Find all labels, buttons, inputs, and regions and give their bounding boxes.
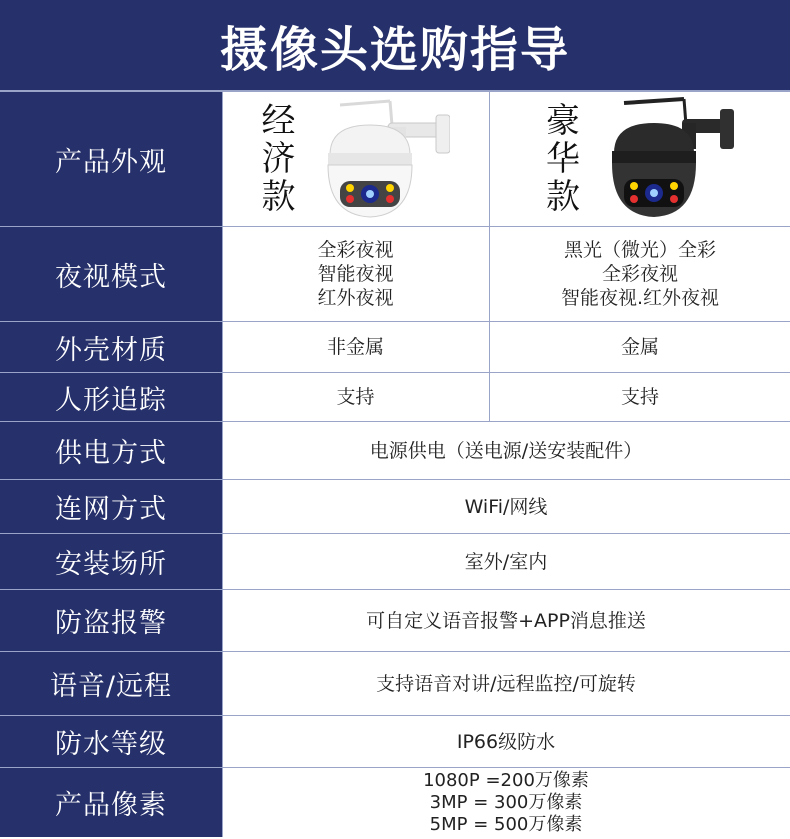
install-value: 室外/室内 xyxy=(464,550,548,573)
white-camera-icon xyxy=(300,95,450,223)
comparison-table xyxy=(0,90,790,839)
row-install-location xyxy=(0,534,790,590)
luxury-appearance xyxy=(490,92,790,226)
row-night-vision xyxy=(0,227,790,322)
row-label: 安装场所 xyxy=(0,534,223,589)
row-pixels xyxy=(0,768,790,837)
night-mode: 黑光（微光）全彩 xyxy=(563,239,716,261)
night-mode: 全彩夜视 xyxy=(601,263,678,285)
row-label: 防盗报警 xyxy=(0,590,223,651)
row-human-tracking xyxy=(0,373,790,422)
row-label: 防水等级 xyxy=(0,716,223,767)
economy-model-name xyxy=(262,102,296,216)
economy-name-char: 款 xyxy=(261,177,296,217)
row-alarm xyxy=(0,590,790,652)
luxury-night-vision xyxy=(490,227,790,321)
page-title: 摄像头选购指导 xyxy=(0,0,790,90)
row-label: 外壳材质 xyxy=(0,322,223,372)
power-value: 电源供电（送电源/送安装配件） xyxy=(369,439,643,462)
luxury-name-char: 款 xyxy=(546,177,580,217)
luxury-shell: 金属 xyxy=(620,336,659,358)
night-mode: 智能夜视.红外夜视 xyxy=(560,287,720,309)
luxury-tracking: 支持 xyxy=(620,386,659,408)
row-label: 人形追踪 xyxy=(0,373,223,421)
economy-shell: 非金属 xyxy=(222,322,490,372)
economy-tracking: 支持 xyxy=(222,373,490,421)
pixel-spec: 1080P =200万像素 xyxy=(423,769,589,791)
luxury-name-char: 华 xyxy=(546,139,580,179)
economy-night-vision xyxy=(222,227,490,321)
row-label: 供电方式 xyxy=(0,422,223,479)
row-network xyxy=(0,480,790,534)
economy-appearance xyxy=(222,92,490,226)
row-label: 产品外观 xyxy=(0,92,223,226)
row-label: 语音/远程 xyxy=(0,652,223,715)
row-label: 产品像素 xyxy=(0,768,223,837)
alarm-value: 可自定义语音报警+APP消息推送 xyxy=(366,609,646,632)
economy-name-char: 济 xyxy=(261,139,296,179)
night-mode: 红外夜视 xyxy=(317,287,394,309)
pixel-spec: 5MP = 500万像素 xyxy=(429,813,583,835)
voice-value: 支持语音对讲/远程监控/可旋转 xyxy=(376,672,636,695)
black-camera-icon xyxy=(584,95,734,223)
pixels-value xyxy=(222,768,790,837)
row-label: 连网方式 xyxy=(0,480,223,533)
row-power xyxy=(0,422,790,480)
economy-name-char: 经 xyxy=(261,101,296,141)
network-value: WiFi/网线 xyxy=(464,495,548,518)
row-shell-material xyxy=(0,322,790,373)
luxury-model-name xyxy=(546,102,580,216)
luxury-name-char: 豪 xyxy=(546,101,580,141)
row-appearance xyxy=(0,92,790,227)
row-voice-remote xyxy=(0,652,790,716)
row-waterproof xyxy=(0,716,790,768)
waterproof-value: IP66级防水 xyxy=(456,730,556,753)
night-mode: 智能夜视 xyxy=(317,263,394,285)
night-mode: 全彩夜视 xyxy=(317,239,394,261)
row-label: 夜视模式 xyxy=(0,227,223,321)
pixel-spec: 3MP = 300万像素 xyxy=(429,791,583,813)
